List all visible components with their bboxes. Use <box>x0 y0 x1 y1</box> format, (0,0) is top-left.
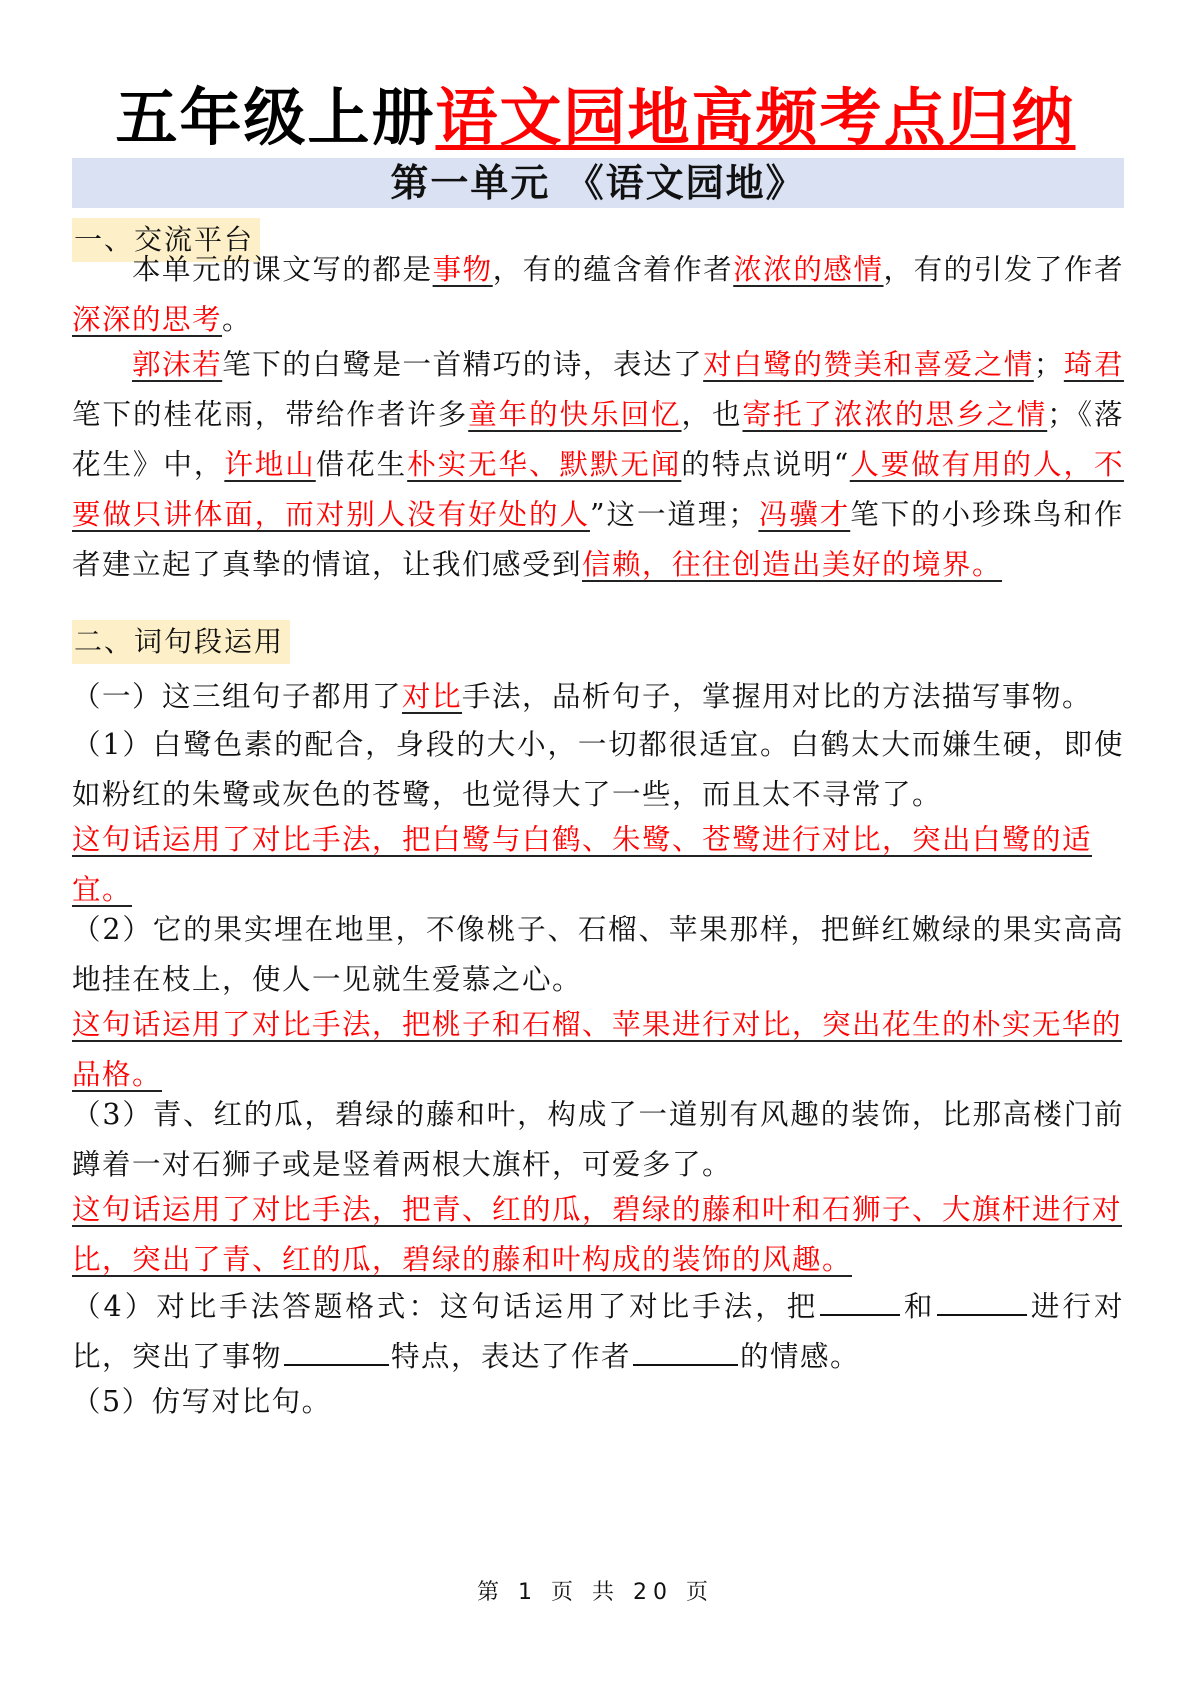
usage-intro: （一）这三组句子都用了对比手法，品析句子，掌握用对比的方法描写事物。 <box>72 680 1093 713</box>
answer-1: 这句话运用了对比手法，把白鹭与白鹤、朱鹭、苍鹭进行对比，突出白鹭的适宜。 <box>72 823 1093 906</box>
blank-1[interactable] <box>820 1284 900 1316</box>
main-title-summary: 高频考点归纳 <box>691 81 1076 154</box>
key-phrase: 信赖，往往创造出美好的境界。 <box>582 548 1003 581</box>
page-number: 第 1 页 共 20 页 <box>477 1580 714 1605</box>
key-phrase: 浓浓的感情 <box>733 253 884 286</box>
answer-3: 这句话运用了对比手法，把青、红的瓜，碧绿的藤和叶和石狮子、大旗杆进行对比，突出了青、红的瓜，碧绿的藤和叶构成的装饰的风趣。 <box>72 1193 1123 1276</box>
main-title-grade: 五年级上册 <box>115 81 436 154</box>
question-3: （3）青、红的瓜，碧绿的藤和叶，构成了一道别有风趣的装饰，比那高楼门前蹲着一对石狮子或是竖着两根大旗杆，可爱多了。 <box>72 1098 1124 1181</box>
answer-2: 这句话运用了对比手法，把桃子和石榴、苹果进行对比，突出花生的朴实无华的品格。 <box>72 1008 1123 1091</box>
exchange-paragraph-2: 郭沫若笔下的白鹭是一首精巧的诗，表达了对白鹭的赞美和喜爱之情；琦君笔下的桂花雨，带给作者许多童年的快乐回忆，也寄托了浓浓的思乡之情；《落花生》中，许地山借花生朴实无华、默默无闻的特点说明“人要做有用的人，不要做只讲体面，而对别人没有好处的人”这一道理；冯骥才笔下的小珍珠鸟和作者建立起了真挚的情谊，让我们感受到信赖，往往创造出美好的境界。 <box>72 348 1124 581</box>
blank-4[interactable] <box>633 1334 738 1366</box>
imitate-instruction: （5）仿写对比句。 <box>72 1385 332 1418</box>
key-phrase: 郭沫若 <box>132 348 223 381</box>
main-title-topic: 语文园地 <box>435 81 692 154</box>
key-phrase: 许地山 <box>224 448 316 481</box>
key-phrase: 童年的快乐回忆 <box>468 398 682 431</box>
key-phrase: 琦君 <box>1063 348 1124 381</box>
question-1: （1）白鹭色素的配合，身段的大小，一切都很适宜。白鹤太大而嫌生硬，即使如粉红的朱鹭或灰色的苍鹭，也觉得大了一些，而且太不寻常了。 <box>72 728 1124 811</box>
key-phrase: 对白鹭的赞美和喜爱之情 <box>703 348 1034 381</box>
question-2: （2）它的果实埋在地里，不像桃子、石榴、苹果那样，把鲜红嫩绿的果实高高地挂在枝上，使人一见就生爱慕之心。 <box>72 913 1124 996</box>
key-phrase: 人要做有用的人，不要做只讲体面，而对别人没有好处的人 <box>72 448 1124 531</box>
section-heading-usage: 二、词句段运用 <box>72 620 290 664</box>
blank-2[interactable] <box>937 1284 1027 1316</box>
blank-3[interactable] <box>284 1334 389 1366</box>
unit-heading: 第一单元 《语文园地》 <box>72 158 1124 208</box>
answer-format-template: （4）对比手法答题格式：这句话运用了对比手法，把 和 进行对比，突出了事物 特点，表达了作者 的情感。 <box>72 1282 1124 1382</box>
exchange-paragraph-1: 本单元的课文写的都是事物，有的蕴含着作者浓浓的感情，有的引发了作者深深的思考。 <box>72 253 1124 336</box>
section-heading-exchange: 一、交流平台 <box>72 218 260 262</box>
key-phrase: 寄托了浓浓的思乡之情 <box>742 398 1048 431</box>
key-phrase: 朴实无华、默默无闻 <box>407 448 682 481</box>
key-phrase: 事物 <box>432 253 493 286</box>
key-term: 对比 <box>402 680 463 713</box>
key-phrase: 冯骥才 <box>758 498 851 531</box>
main-title <box>0 78 1191 158</box>
key-phrase: 深深的思考 <box>72 303 223 336</box>
